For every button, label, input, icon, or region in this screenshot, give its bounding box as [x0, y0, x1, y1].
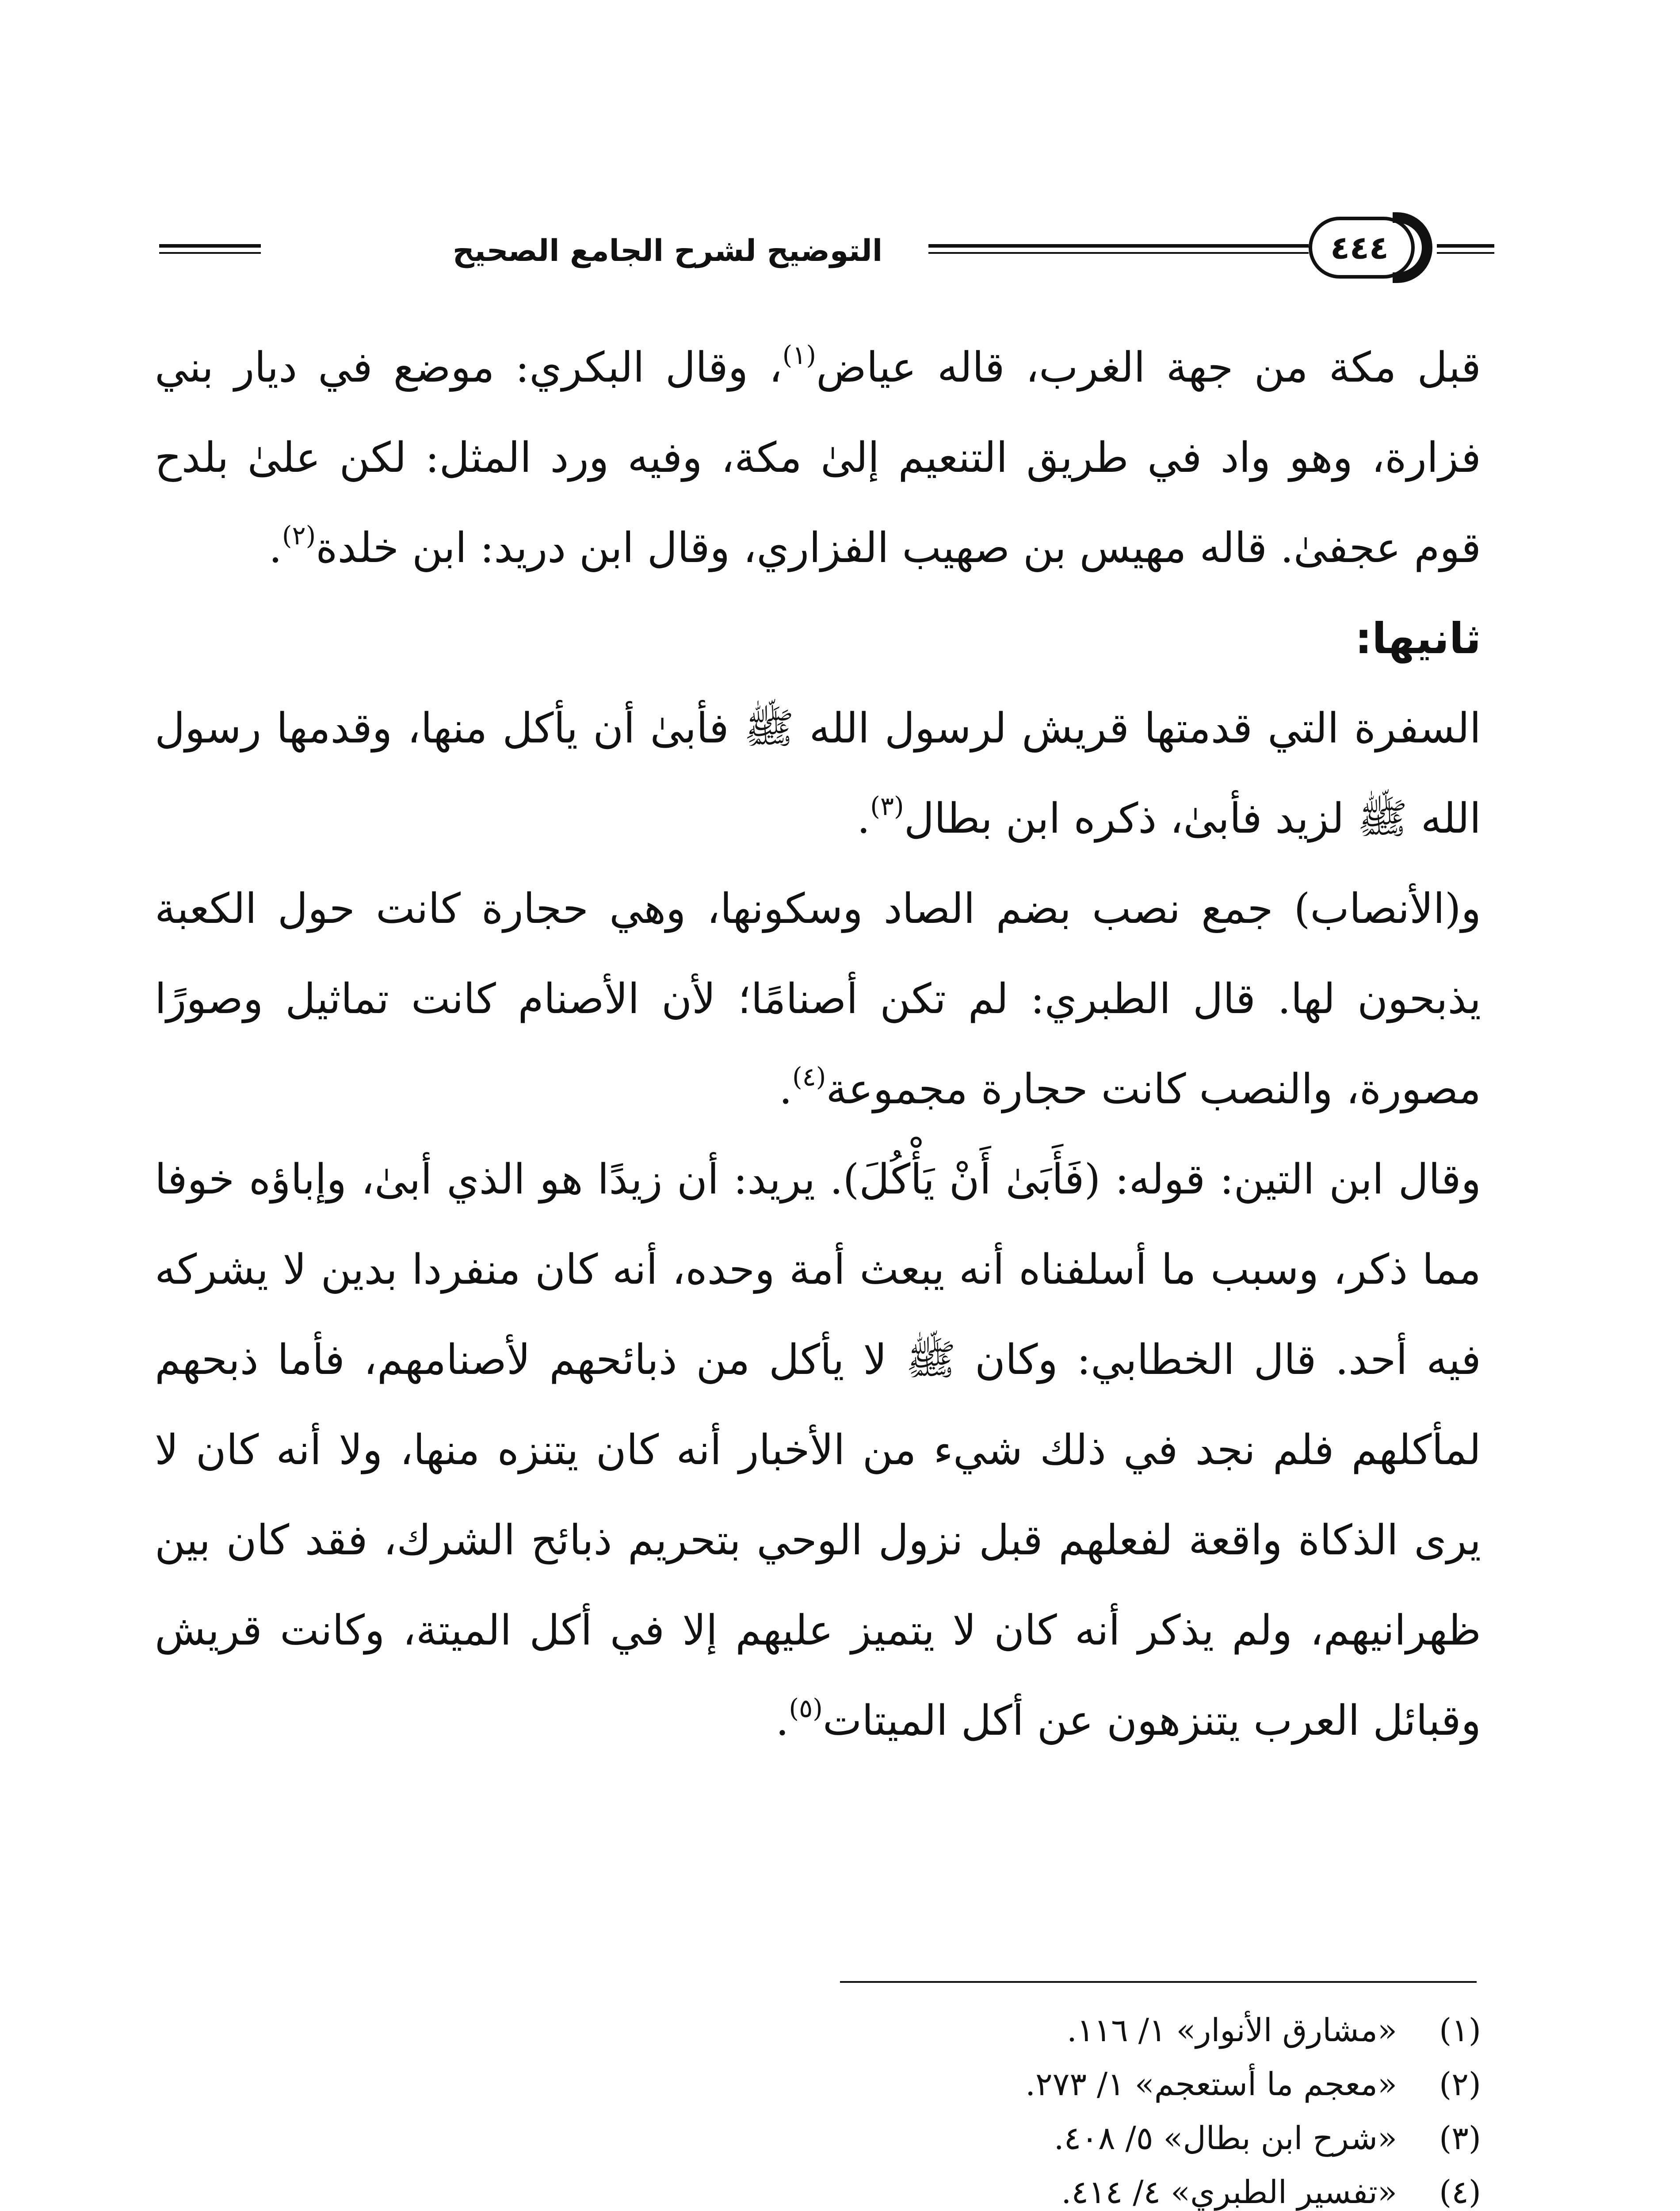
- header-rule-middle-thin: [928, 252, 1309, 254]
- footnote-number: (٣): [1439, 2119, 1481, 2157]
- footnote-ref-2: (٢): [282, 520, 316, 551]
- footnote-number: (٢): [1439, 2066, 1481, 2103]
- header-book-title: التوضيح لشرح الجامع الصحيح: [452, 233, 883, 268]
- footnote-4: [155, 2165, 1481, 2211]
- paragraph-3-text: و(الأنصاب) جمع نصب بضم الصاد وسكونها، وهي حجارة كانت حول الكعبة يذبحون لها. قال الطبري: لم تكن أصنامًا؛ لأن الأصنام كانت تماثيل وصورًا مصورة، والنصب كانت حجارة مجموعة: [155, 885, 1481, 1113]
- paragraph-4: [155, 1135, 1481, 1766]
- header-rule-left-thin: [159, 252, 261, 254]
- header-rule-right: [1437, 244, 1494, 248]
- footnote-ref-4: (٤): [792, 1062, 826, 1092]
- footnote-ref-3: (٣): [870, 791, 904, 821]
- header-rule-left: [159, 244, 261, 248]
- paragraph-4-text: وقال ابن التين: قوله: (فَأَبَىٰ أَنْ يَأْكُلَ). يريد: أن زيدًا هو الذي أبىٰ، وإباؤه خوفا مما ذكر، وسبب ما أسلفناه أنه يبعث أمة وحده، أنه كان منفردا بدين لا يشركه فيه أحد. قال الخطابي: وكان ﷺ لا يأكل من ذبائحهم لأصنامهم، فأما ذبحهم لمأكلهم فلم نجد في ذلك شيء من الأخبار أنه كان يتنزه منها، ولا أنه كان لا يرى الذكاة واقعة لفعلهم قبل نزول الوحي بتحريم ذبائح الشرك، فقد كان بين ظهرانيهم، ولم يذكر أنه كان لا يتميز عليهم إلا في أكل الميتة، وكانت قريش وقبائل العرب يتنزهون عن أكل الميتات: [155, 1155, 1481, 1745]
- paragraph-1-text-a: قبل مكة من جهة الغرب، قاله عياض: [816, 344, 1481, 392]
- footnote-2: [155, 2057, 1481, 2111]
- header-rule-middle: [928, 244, 1309, 248]
- paragraph-2-text: السفرة التي قدمتها قريش لرسول الله ﷺ فأبىٰ أن يأكل منها، وقدمها رسول الله ﷺ لزيد فأبىٰ، ذكره ابن بطال: [155, 704, 1481, 843]
- footnote-3: [155, 2111, 1481, 2165]
- paragraph-1-text-b: ، وقال البكري: موضع في ديار بني فزارة، وهو واد في طريق التنعيم إلىٰ مكة، وفيه ورد المثل: لكن علىٰ بلدح قوم عجفىٰ. قاله مهيس بن صهيب الفزاري، وقال ابن دريد: ابن خلدة: [155, 344, 1481, 572]
- footnote-number: (٤): [1439, 2173, 1481, 2211]
- paragraph-2-end: .: [857, 795, 871, 843]
- paragraph-1-end: .: [268, 524, 282, 572]
- paragraph-4-end: .: [775, 1697, 789, 1745]
- footnote-text: «شرح ابن بطال» ٥/ ٤٠٨.: [1054, 2119, 1397, 2157]
- footnotes: [155, 2003, 1481, 2211]
- footnote-1: [155, 2003, 1481, 2057]
- page-number: ٤٤٤: [1330, 229, 1389, 266]
- paragraph-3: [155, 864, 1481, 1135]
- paragraph-3-end: .: [779, 1065, 792, 1113]
- header-rule-right-thin: [1437, 252, 1494, 254]
- paragraph-2: [155, 684, 1481, 864]
- footnote-ref-1: (١): [782, 340, 817, 370]
- section-heading: ثانيها:: [1355, 614, 1481, 663]
- running-header: [159, 208, 1494, 287]
- footnote-text: «تفسير الطبري» ٤/ ٤١٤.: [1061, 2173, 1397, 2211]
- footnote-separator: [840, 1981, 1477, 1983]
- footnote-number: (١): [1439, 2012, 1481, 2049]
- footnote-text: «مشارق الأنوار» ١/ ١١٦.: [1066, 2012, 1397, 2049]
- main-text: [155, 323, 1481, 1766]
- paragraph-1: [155, 323, 1481, 593]
- footnote-ref-5: (٥): [789, 1693, 823, 1723]
- page-number-badge: [1309, 217, 1424, 283]
- footnote-text: «معجم ما أستعجم» ١/ ٢٧٣.: [1025, 2066, 1397, 2103]
